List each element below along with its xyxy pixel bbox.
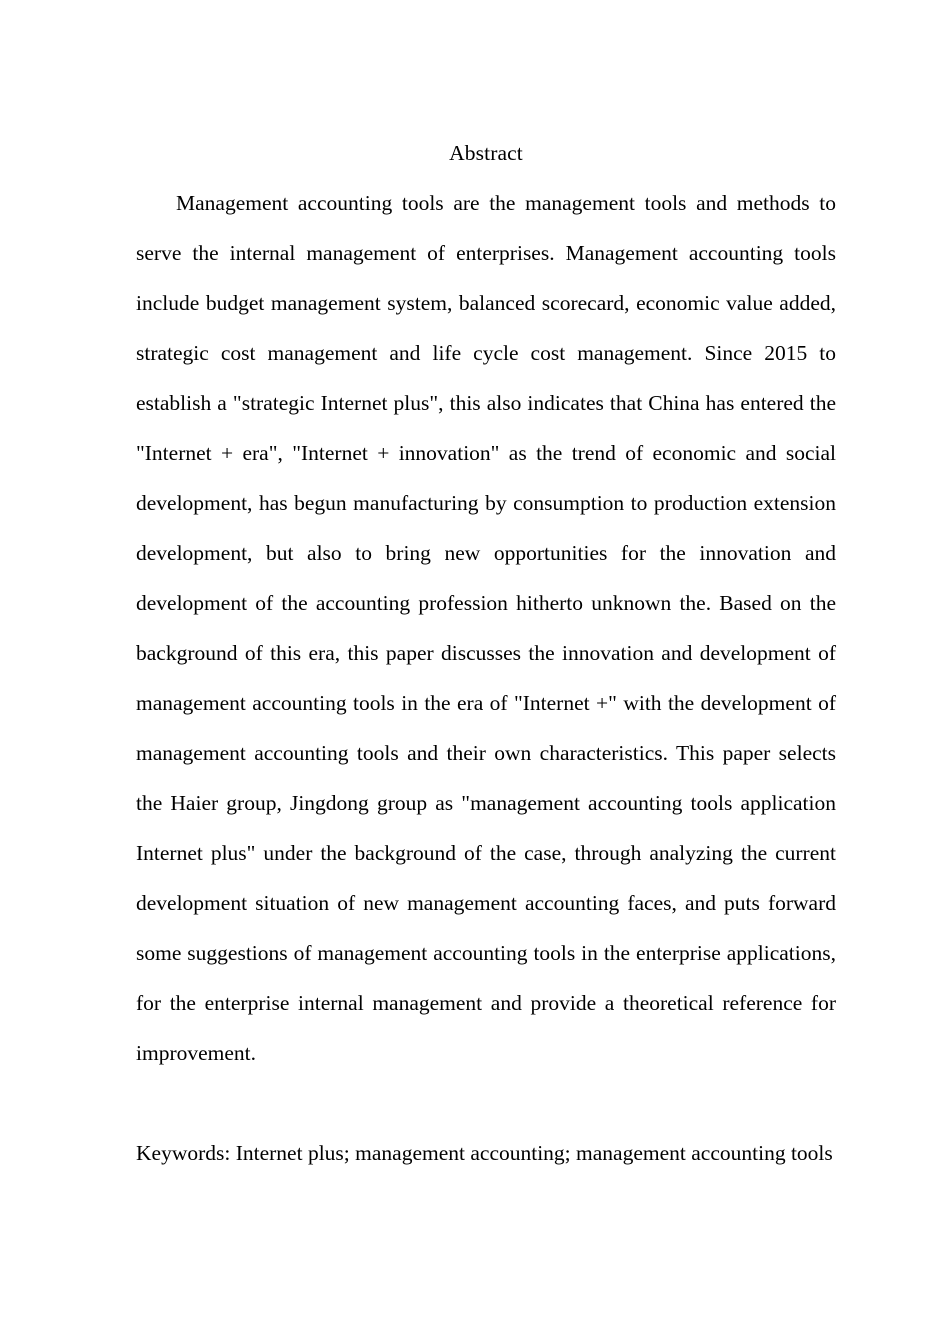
page-content	[136, 128, 836, 1178]
paragraph-spacer	[136, 1078, 836, 1128]
abstract-paragraph: Management accounting tools are the management tools and methods to serve the internal management of enterprises. Management accounting tools include budget management system, balanced scorecard, economic value added, strategic cost management and life cycle cost management. Since 2015 to establish a "strategic Internet plus", this also indicates that China has entered the "Internet + era", "Internet + innovation" as the trend of economic and social development, has begun manufacturing by consumption to production extension development, but also to bring new opportunities for the innovation and development of the accounting profession hitherto unknown the. Based on the background of this era, this paper discusses the innovation and development of management accounting tools in the era of "Internet +" with the development of management accounting tools and their own characteristics. This paper selects the Haier group, Jingdong group as "management accounting tools application Internet plus" under the background of the case, through analyzing the current development situation of new management accounting faces, and puts forward some suggestions of management accounting tools in the enterprise applications, for the enterprise internal management and provide a theoretical reference for improvement.	[136, 191, 836, 1065]
keywords-paragraph: Keywords: Internet plus; management accounting; management accounting tools	[136, 1141, 833, 1165]
page-title: Abstract	[449, 141, 523, 165]
